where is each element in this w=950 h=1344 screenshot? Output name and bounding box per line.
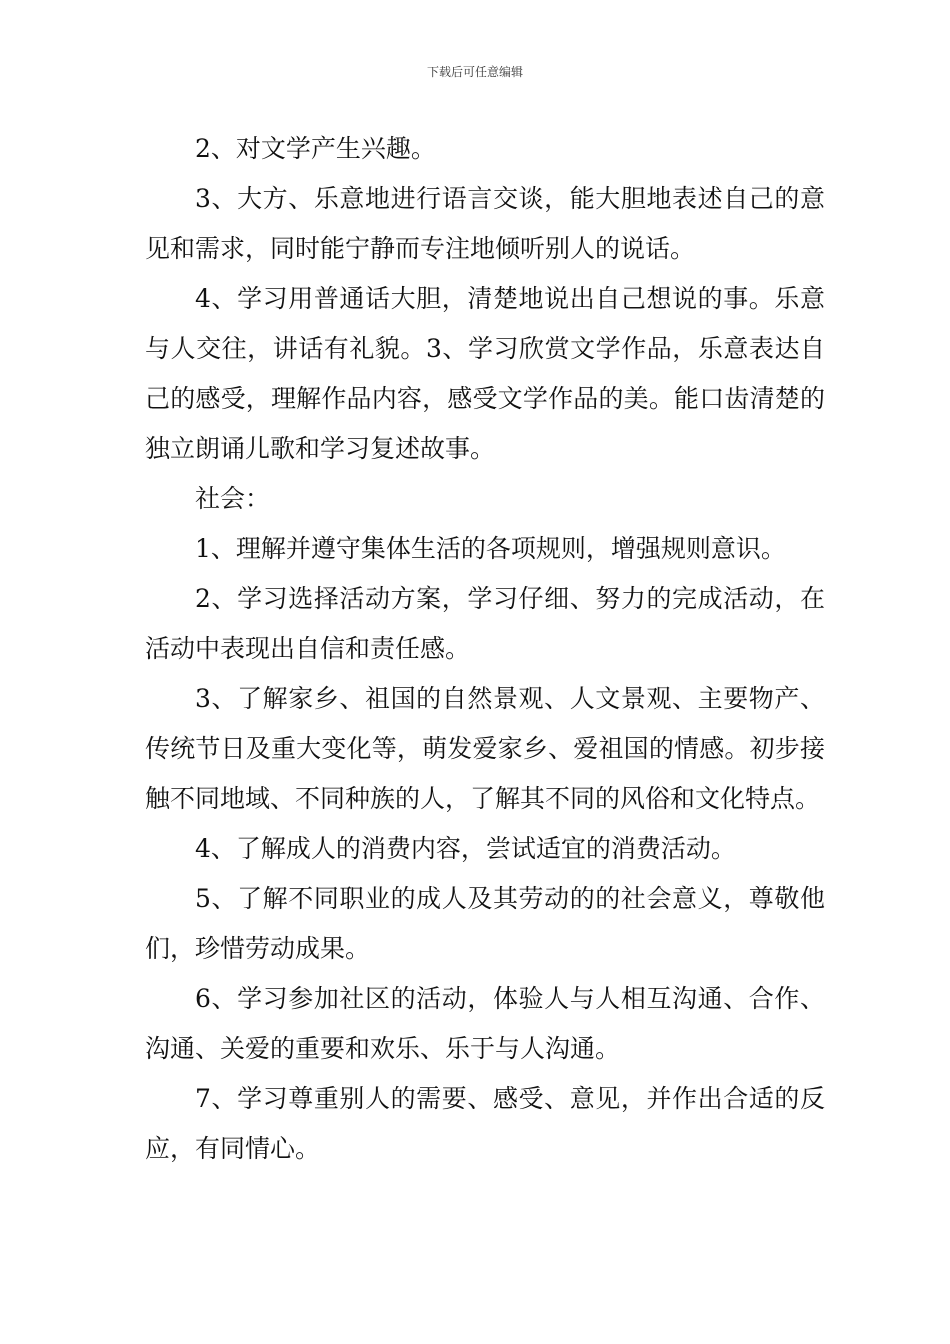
paragraph-activity-plan: 2、学习选择活动方案，学习仔细、努力的完成活动，在活动中表现出自信和责任感。 bbox=[145, 584, 825, 663]
paragraph-hometown: 3、了解家乡、祖国的自然景观、人文景观、主要物产、传统节日及重大变化等，萌发爱家乡、爱祖国的情感。初步接触不同地域、不同种族的人，了解其不同的风俗和文化特点。 bbox=[145, 684, 825, 813]
paragraph-community: 6、学习参加社区的活动，体验人与人相互沟通、合作、沟通、关爱的重要和欢乐、乐于与人沟通。 bbox=[145, 984, 825, 1063]
paragraph-rules: 1、理解并遵守集体生活的各项规则，增强规则意识。 bbox=[195, 534, 786, 563]
section-heading-society: 社会： bbox=[195, 484, 271, 513]
paragraph-empathy: 7、学习尊重别人的需要、感受、意见，并作出合适的反应，有同情心。 bbox=[145, 1084, 825, 1163]
document-body bbox=[145, 124, 825, 1174]
paragraph-literature-interest: 2、对文学产生兴趣。 bbox=[195, 134, 436, 163]
paragraph-mandarin-speaking: 4、学习用普通话大胆，清楚地说出自己想说的事。乐意与人交往，讲话有礼貌。3、学习欣赏文学作品，乐意表达自己的感受，理解作品内容，感受文学作品的美。能口齿清楚的独立朗诵儿歌和学习复述故事。 bbox=[145, 284, 825, 463]
paragraph-consumption: 4、了解成人的消费内容，尝试适宜的消费活动。 bbox=[195, 834, 736, 863]
page-header: 下载后可任意编辑 bbox=[426, 65, 523, 79]
paragraph-professions: 5、了解不同职业的成人及其劳动的的社会意义，尊敬他们，珍惜劳动成果。 bbox=[145, 884, 825, 963]
paragraph-language-expression: 3、大方、乐意地进行语言交谈，能大胆地表述自己的意见和需求，同时能宁静而专注地倾听别人的说话。 bbox=[145, 184, 825, 263]
